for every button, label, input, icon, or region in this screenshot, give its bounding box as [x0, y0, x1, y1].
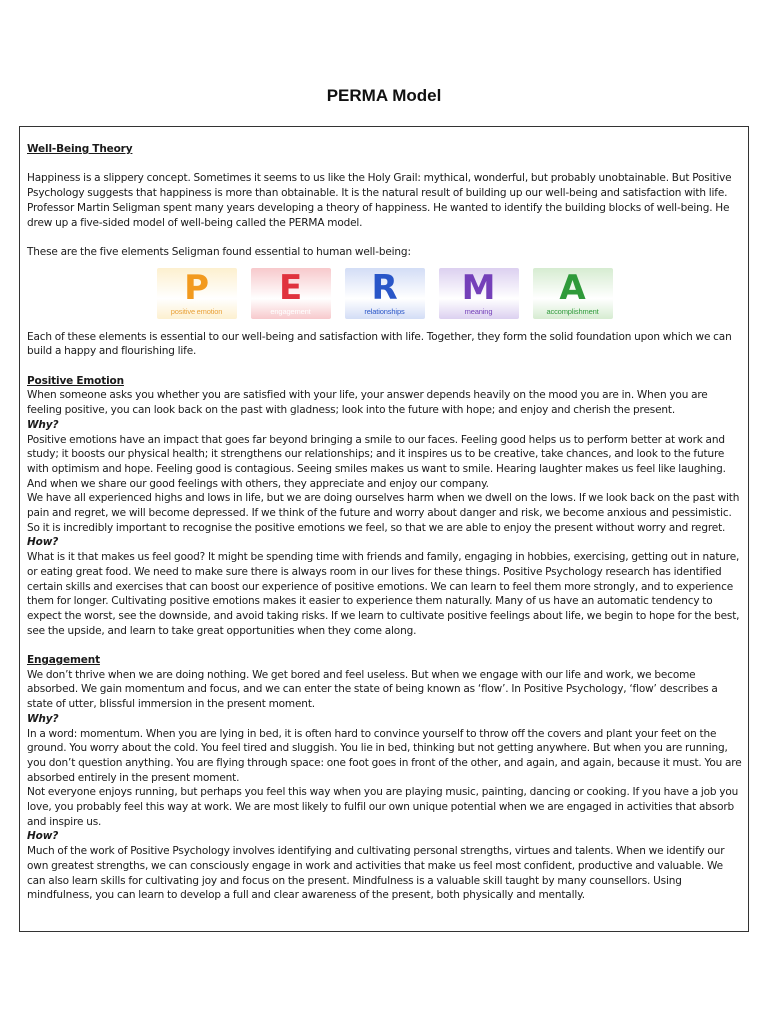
- wellbeing-heading: Well-Being Theory: [27, 143, 133, 155]
- tile-label: positive emotion: [170, 306, 223, 316]
- engagement-why: Why?: [27, 712, 59, 725]
- engagement-p1: We don’t thrive when we are doing nothing. We get bored and feel useless. But when we engage with our life and work, we become absorbed. We gain momentum and focus, and we can enter the state of being known as ‘flow’. In Positive Psychology, ‘flow’ describes a state of utter, blissful immersion in the present moment.: [27, 668, 718, 711]
- content-frame: [19, 126, 749, 932]
- positive-emotion-why: Why?: [27, 418, 59, 431]
- positive-emotion-p3: We have all experienced highs and lows in life, but we are doing ourselves harm when we dwell on the lows. If we look back on the past with pain and regret, we will become depressed. If we think of the future and worry about danger and risk, we become anxious and pessimistic. So it is incredibly important to recognise the positive emotions we feel, so that we are able to enjoy the present without worry and regret.: [27, 492, 740, 534]
- engagement-p4: Much of the work of Positive Psychology involves identifying and cultivating personal strengths, virtues and talents. When we identify our own greatest strengths, we can consciously engage in work and activities that make us feel most confident, productive and valuable. We can also learn skills for cultivating joy and focus on the present. Mindfulness is a valuable skill taught by many counsellors. Using mindfulness, you can learn to develop a full and clear awareness of the present, both physically and mentally.: [27, 845, 725, 902]
- engagement-heading: Engagement: [27, 654, 100, 667]
- page-title: PERMA Model: [326, 86, 442, 105]
- tile-letter: P: [184, 267, 209, 308]
- wellbeing-outro: Each of these elements is essential to our well-being and satisfaction with life. Together, they form the solid foundation upon which we can build a happy and flourishing life.: [27, 330, 732, 358]
- positive-emotion-p1: When someone asks you whether you are satisfied with your life, your answer depends heavily on the mood you are in. When you are feeling positive, you can look back on the past with gladness; look into the future with hope; and enjoy and cherish the present.: [27, 389, 708, 417]
- tile-letter: E: [278, 267, 303, 308]
- perma-diagram: [27, 268, 742, 320]
- positive-emotion-heading: Positive Emotion: [27, 374, 124, 387]
- tile-letter: A: [559, 267, 586, 308]
- perma-tile-e: [251, 268, 331, 319]
- perma-tile-a: [533, 268, 613, 319]
- positive-emotion-p4: What is it that makes us feel good? It might be spending time with friends and family, engaging in hobbies, exercising, getting out in nature, or eating great food. We need to make sure there is always room in our lives for these things. Positive Psychology research has identified certain skills and exercises that can boost our experience of positive emotions. We can learn to feel them more strongly, and to experience them for longer. Cultivating positive emotions makes it easier to experience them naturally. Many of us have an automatic tendency to expect the worst, see the downside, and avoid taking risks. If we learn to cultivate positive feelings about life, we begin to hope for the best, see the upside, and learn to take great opportunities when they come along.: [27, 551, 740, 637]
- positive-emotion-how: How?: [27, 536, 59, 549]
- tile-letter: M: [461, 267, 496, 308]
- perma-tile-r: [345, 268, 425, 319]
- engagement-p2: In a word: momentum. When you are lying in bed, it is often hard to convince yourself to throw off the covers and plant your feet on the ground. You worry about the cold. You feel tired and sluggish. You lie in bed, thinking but not getting anywhere. But when you are running, you don’t question anything. You are flying through space: one foot goes in front of the other, and again, and again, because it must. You are absorbed entirely in the present moment.: [27, 727, 742, 784]
- tile-label: meaning: [464, 306, 493, 316]
- tile-letter: R: [371, 267, 398, 308]
- engagement-p3: Not everyone enjoys running, but perhaps you feel this way when you are playing music, painting, dancing or cooking. If you have a job you love, you probably feel this way at work. We are most likely to fulfil our own unique potential when we are engaged in activities that absorb and inspire us.: [27, 786, 739, 828]
- engagement-how: How?: [27, 830, 59, 843]
- positive-emotion-p2: Positive emotions have an impact that goes far beyond bringing a smile to our faces. Feeling good helps us to perform better at work and study; it boosts our physical health; it strengthens our relationships; and it inspires us to be creative, take chances, and look to the future with optimism and hope. Feeling good is contagious. Seeing smiles makes us want to smile. Hearing laughter makes us feel like laughing. And when we share our good feelings with others, they appreciate and enjoy our company.: [27, 433, 726, 490]
- perma-tile-m: [439, 268, 519, 319]
- tile-label: engagement: [270, 306, 311, 316]
- wellbeing-lead: These are the five elements Seligman found essential to human well-being:: [27, 245, 411, 258]
- perma-tile-p: [157, 268, 237, 319]
- wellbeing-intro: Happiness is a slippery concept. Sometimes it seems to us like the Holy Grail: mythical, wonderful, but probably unobtainable. But Positive Psychology suggests that happiness is more than obtainable. It is the natural result of building up our well-being and satisfaction with life. Professor Martin Seligman spent many years developing a theory of happiness. He wanted to identify the building blocks of well-being. He drew up a five-sided model of well-being called the PERMA model.: [27, 172, 732, 229]
- tile-label: relationships: [364, 306, 405, 316]
- tile-label: accomplishment: [546, 306, 599, 316]
